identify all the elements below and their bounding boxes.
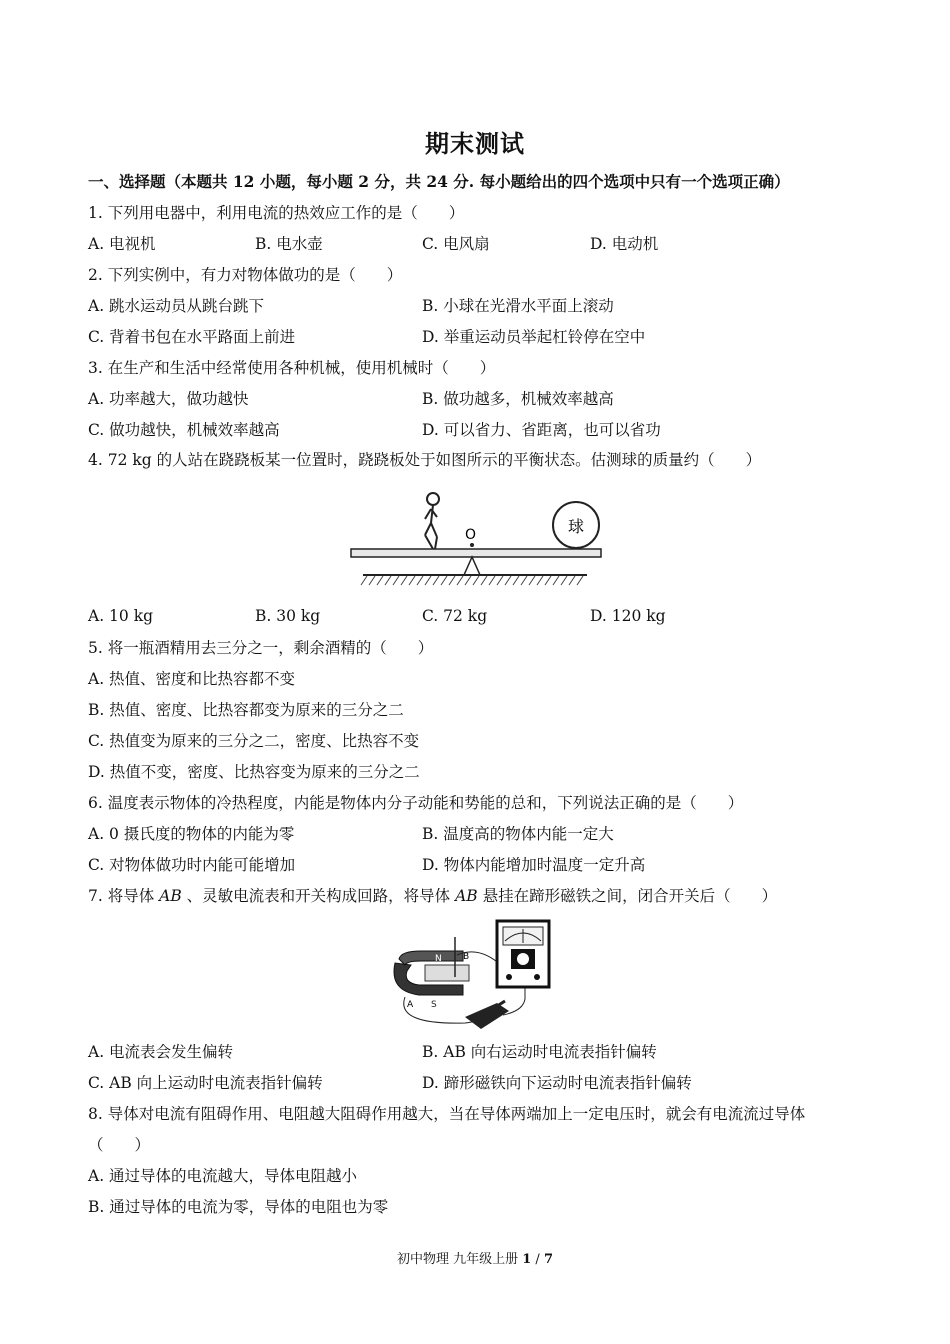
- svg-text:N: N: [435, 954, 442, 964]
- q2-option-b: B. 小球在光滑水平面上滚动: [422, 297, 614, 315]
- q1-option-d: D. 电动机: [590, 235, 659, 253]
- question-8-stem-cont: （ ）: [88, 1136, 151, 1154]
- question-7-stem: 7. 将导体 AB 、灵敏电流表和开关构成回路，将导体 AB 悬挂在蹄形磁铁之间，闭合开关后（ ）: [88, 887, 778, 905]
- galvanometer: [497, 921, 549, 987]
- page-footer: 初中物理 九年级上册 1 / 7: [396, 1252, 553, 1267]
- q4-option-d: D. 120 kg: [590, 607, 666, 625]
- q2-option-a: A. 跳水运动员从跳台跳下: [88, 297, 265, 315]
- q5-option-b: B. 热值、密度、比热容都变为原来的三分之二: [88, 701, 404, 719]
- page-title: 期末测试: [425, 129, 525, 158]
- q2-option-c: C. 背着书包在水平路面上前进: [88, 328, 296, 346]
- q2-option-d: D. 举重运动员举起杠铃停在空中: [422, 328, 646, 346]
- q8-option-b: B. 通过导体的电流为零，导体的电阻也为零: [88, 1198, 389, 1216]
- question-5-stem: 5. 将一瓶酒精用去三分之一，剩余酒精的（ ）: [88, 639, 434, 657]
- ball-label: 球: [568, 517, 585, 536]
- seesaw-figure: [345, 483, 607, 591]
- q6-option-d: D. 物体内能增加时温度一定升高: [422, 856, 646, 874]
- question-8-stem: 8. 导体对电流有阻碍作用、电阻越大阻碍作用越大，当在导体两端加上一定电压时，就会有电流流过导体: [88, 1105, 806, 1123]
- q4-option-b: B. 30 kg: [255, 607, 321, 625]
- q8-option-a: A. 通过导体的电流越大，导体电阻越小: [88, 1167, 358, 1185]
- question-6-stem: 6. 温度表示物体的冷热程度，内能是物体内分子动能和势能的总和，下列说法正确的是（ ）: [88, 794, 744, 812]
- q5-option-d: D. 热值不变，密度、比热容变为原来的三分之二: [88, 763, 420, 781]
- q1-option-c: C. 电风扇: [422, 235, 490, 253]
- seesaw-board: [351, 549, 601, 557]
- q1-option-a: A. 电视机: [88, 235, 156, 253]
- q4-option-a: A. 10 kg: [88, 607, 154, 625]
- q3-option-d: D. 可以省力、省距离，也可以省功: [422, 421, 661, 439]
- pivot-label: O: [465, 527, 477, 543]
- q6-option-b: B. 温度高的物体内能一定大: [422, 825, 614, 843]
- induction-figure: [385, 915, 565, 1033]
- q7-option-c: C. AB 向上运动时电流表指针偏转: [88, 1074, 323, 1092]
- person-figure: [425, 493, 439, 549]
- q3-option-c: C. 做功越快，机械效率越高: [88, 421, 280, 439]
- question-1-stem: 1. 下列用电器中，利用电流的热效应工作的是（ ）: [88, 204, 465, 222]
- q1-option-b: B. 电水壶: [255, 235, 323, 253]
- question-3-stem: 3. 在生产和生活中经常使用各种机械，使用机械时（ ）: [88, 359, 496, 377]
- q7-option-b: B. AB 向右运动时电流表指针偏转: [422, 1043, 657, 1061]
- svg-text:A: A: [407, 1000, 414, 1010]
- q4-option-c: C. 72 kg: [422, 607, 488, 625]
- svg-text:B: B: [463, 952, 470, 962]
- q7-option-a: A. 电流表会发生偏转: [88, 1043, 234, 1061]
- q5-option-c: C. 热值变为原来的三分之二，密度、比热容不变: [88, 732, 420, 750]
- q3-option-b: B. 做功越多，机械效率越高: [422, 390, 614, 408]
- svg-text:S: S: [431, 1000, 437, 1010]
- q3-option-a: A. 功率越大，做功越快: [88, 390, 249, 408]
- q5-option-a: A. 热值、密度和比热容都不变: [88, 670, 296, 688]
- horseshoe-magnet: [394, 951, 469, 1010]
- switch: [465, 1001, 509, 1029]
- q6-option-c: C. 对物体做功时内能可能增加: [88, 856, 296, 874]
- question-2-stem: 2. 下列实例中，有力对物体做功的是（ ）: [88, 266, 403, 284]
- q6-option-a: A. 0 摄氏度的物体的内能为零: [88, 825, 295, 843]
- question-4-stem: 4. 72 kg 的人站在跷跷板某一位置时，跷跷板处于如图所示的平衡状态。估测球的质量约（ ）: [88, 451, 762, 469]
- section-heading: 一、选择题（本题共 12 小题，每小题 2 分，共 24 分. 每小题给出的四个选项中只有一个选项正确）: [88, 172, 790, 191]
- q7-option-d: D. 蹄形磁铁向下运动时电流表指针偏转: [422, 1074, 692, 1092]
- fulcrum: [464, 557, 480, 575]
